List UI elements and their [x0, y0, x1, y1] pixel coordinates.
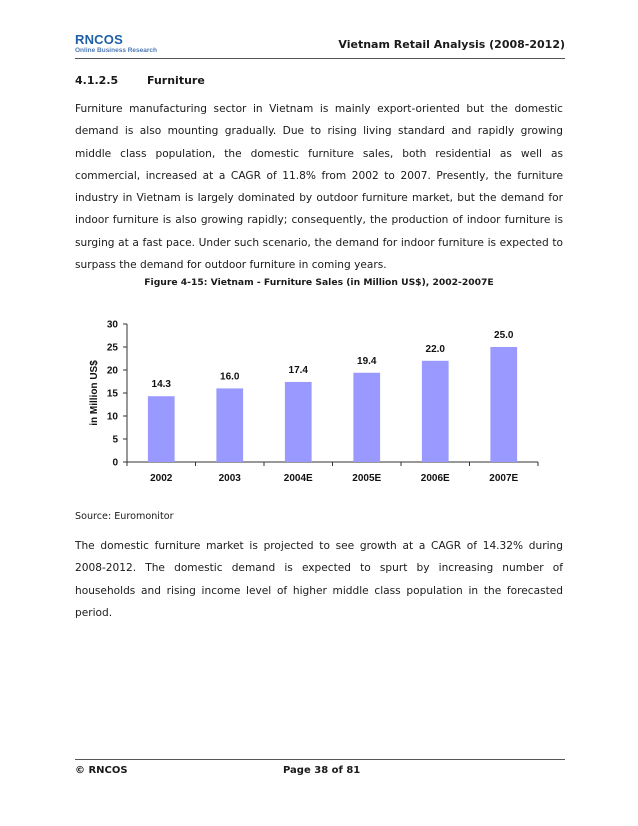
x-tick-label: 2004E — [283, 473, 313, 484]
section-number: 4.1.2.5 — [75, 74, 119, 87]
x-tick-label: 2002 — [150, 473, 173, 484]
rncos-logo — [75, 33, 157, 55]
x-tick-label: 2003 — [218, 473, 241, 484]
y-tick-label: 30 — [106, 319, 118, 331]
source-note: Source: Euromonitor — [75, 511, 174, 522]
logo-main-text: RNCOS — [75, 32, 123, 47]
bar-2005E — [353, 373, 380, 462]
footer-copyright: © RNCOS — [75, 765, 128, 776]
footer-divider — [75, 759, 565, 760]
bar-value-label: 14.3 — [151, 379, 171, 391]
bar-2003 — [216, 388, 243, 462]
bar-2002 — [148, 396, 175, 462]
bar-2006E — [422, 361, 449, 462]
y-tick-label: 15 — [106, 388, 118, 400]
bar-value-label: 22.0 — [425, 343, 445, 355]
outlook-paragraph: The domestic furniture market is projected to see growth at a CAGR of 14.32% during 2008-2012. The domestic demand is expected to spurt by increasing number of households and rising income level of higher middle class population in the forecasted period. — [75, 540, 563, 619]
x-tick-label: 2005E — [352, 473, 382, 484]
section-title: Furniture — [147, 74, 205, 87]
y-tick-label: 20 — [106, 365, 118, 377]
section-heading — [75, 74, 205, 87]
report-title: Vietnam Retail Analysis (2008-2012) — [338, 38, 565, 51]
header-divider — [75, 58, 565, 59]
furniture-sales-chart — [80, 305, 550, 495]
logo-sub-text: Online Business Research — [75, 47, 158, 54]
y-tick-label: 10 — [106, 411, 118, 423]
x-tick-label: 2007E — [489, 473, 519, 484]
bar-2004E — [285, 382, 312, 462]
bar-2007E — [490, 347, 517, 462]
bar-value-label: 25.0 — [494, 330, 514, 341]
figure-caption: Figure 4-15: Vietnam - Furniture Sales (in Million US$), 2002-2007E — [144, 277, 494, 288]
y-tick-label: 5 — [112, 434, 118, 446]
y-axis-label: in Million US$ — [89, 360, 100, 426]
chart-svg — [80, 305, 550, 495]
intro-paragraph: Furniture manufacturing sector in Vietnam is mainly export-oriented but the domestic demand is also mounting gradually. Due to rising living standard and rapidly growing middle class population, the domestic furniture sales, both residential as well as commercial, increased at a CAGR of 11.8% from 2002 to 2007. Presently, the furniture industry in Vietnam is largely dominated by outdoor furniture market, but the demand for indoor furniture is also growing rapidly; consequently, the production of indoor furniture is surging at a fast pace. Under such scenario, the demand for indoor furniture is expected to surpass the demand for outdoor furniture in coming years. — [75, 103, 563, 272]
y-tick-label: 25 — [106, 342, 118, 354]
bar-value-label: 19.4 — [357, 355, 377, 367]
y-tick-label: 0 — [112, 457, 118, 469]
bar-value-label: 17.4 — [288, 364, 308, 376]
x-tick-label: 2006E — [420, 473, 450, 484]
page-number: Page 38 of 81 — [283, 765, 361, 776]
bar-value-label: 16.0 — [220, 371, 240, 383]
